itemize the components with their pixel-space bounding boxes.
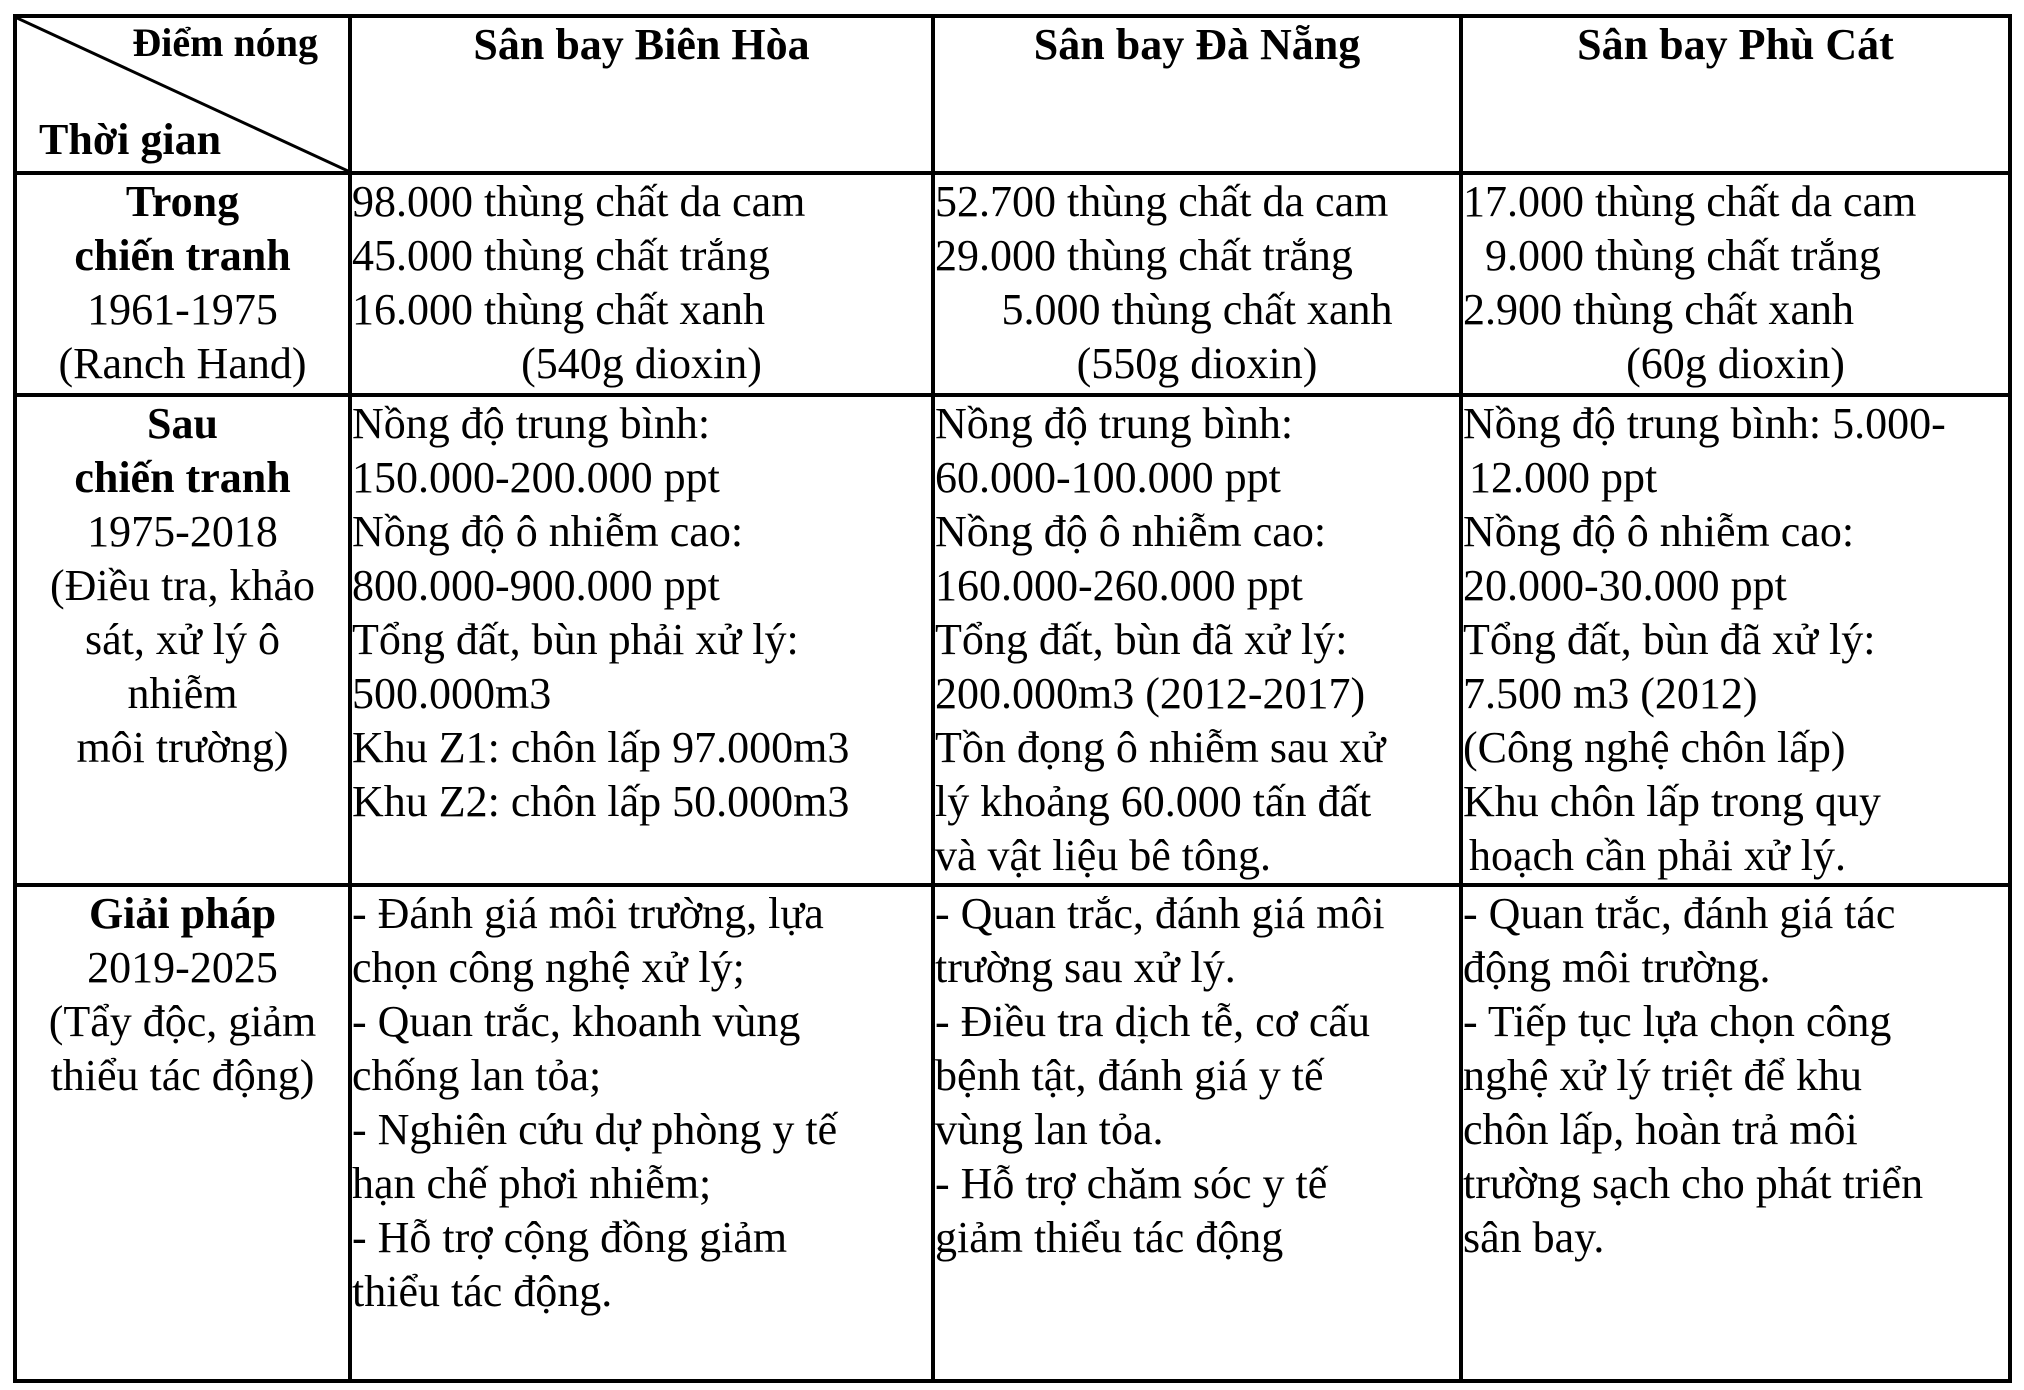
cell-line: chống lan tỏa;	[352, 1051, 602, 1100]
corner-header-cell	[15, 16, 350, 173]
cell-line: 2.900 thùng chất xanh	[1463, 285, 1855, 334]
cell-solution-da-nang	[933, 885, 1461, 1381]
cell-solution-bien-hoa	[350, 885, 933, 1381]
cell-line: 9.000 thùng chất trắng	[1485, 231, 1881, 280]
cell-line: Khu chôn lấp trong quy	[1463, 777, 1881, 826]
cell-line: chôn lấp, hoàn trả môi	[1463, 1105, 1858, 1154]
column-header-label: Sân bay Đà Nẵng	[1033, 20, 1361, 69]
row-header-line: 2019-2025	[87, 943, 278, 992]
cell-line: 12.000 ppt	[1469, 453, 1658, 502]
row-solution	[15, 885, 2010, 1381]
cell-line: (Công nghệ chôn lấp)	[1463, 723, 1846, 772]
cell-line: bệnh tật, đánh giá y tế	[935, 1051, 1324, 1100]
cell-line: Tổng đất, bùn đã xử lý:	[1463, 615, 1876, 664]
cell-line: 98.000 thùng chất da cam	[352, 177, 806, 226]
cell-line: (60g dioxin)	[1626, 339, 1845, 388]
cell-line: trường sạch cho phát triển	[1463, 1159, 1924, 1208]
cell-line: Khu Z2: chôn lấp 50.000m3	[352, 777, 850, 826]
cell-line: Tồn đọng ô nhiễm sau xử	[935, 723, 1386, 772]
cell-line: Khu Z1: chôn lấp 97.000m3	[352, 723, 850, 772]
cell-war-da-nang	[933, 173, 1461, 395]
cell-line: 150.000-200.000 ppt	[352, 453, 720, 502]
cell-solution-phu-cat	[1461, 885, 2010, 1381]
cell-line: 7.500 m3 (2012)	[1463, 669, 1758, 718]
row-header-line: (Tẩy độc, giảm	[48, 997, 317, 1046]
row-header-line: Sau	[147, 399, 218, 448]
row-during-war	[15, 173, 2010, 395]
cell-war-phu-cat	[1461, 173, 2010, 395]
cell-line: giảm thiểu tác động	[935, 1213, 1284, 1262]
cell-line: Nồng độ trung bình:	[352, 399, 711, 448]
cell-after-da-nang	[933, 395, 1461, 885]
cell-line: 16.000 thùng chất xanh	[352, 285, 766, 334]
cell-line: vùng lan tỏa.	[935, 1105, 1164, 1154]
cell-line: động môi trường.	[1463, 943, 1771, 992]
cell-line: 20.000-30.000 ppt	[1463, 561, 1787, 610]
cell-line: hạn chế phơi nhiễm;	[352, 1159, 712, 1208]
cell-line: 500.000m3	[352, 669, 552, 718]
corner-hotspot-label: Điểm nóng	[132, 20, 318, 65]
cell-line: và vật liệu bê tông.	[935, 831, 1272, 880]
cell-line: - Đánh giá môi trường, lựa	[352, 889, 824, 938]
row-after-war	[15, 395, 2010, 885]
row-header-line: chiến tranh	[74, 231, 291, 280]
cell-line: - Điều tra dịch tễ, cơ cấu	[935, 997, 1370, 1046]
column-header-bien-hoa	[350, 16, 933, 173]
row-header-line: Giải pháp	[88, 889, 277, 938]
cell-line: 160.000-260.000 ppt	[935, 561, 1303, 610]
cell-line: - Hỗ trợ chăm sóc y tế	[935, 1159, 1328, 1208]
row-header-line: 1961-1975	[87, 285, 278, 334]
cell-line: - Quan trắc, đánh giá tác	[1463, 889, 1896, 938]
cell-line: 200.000m3 (2012-2017)	[935, 669, 1366, 718]
cell-line: sân bay.	[1463, 1213, 1605, 1262]
row-header-line: (Điều tra, khảo	[49, 561, 316, 610]
column-header-da-nang	[933, 16, 1461, 173]
row-header-line: (Ranch Hand)	[58, 339, 307, 388]
cell-line: Nồng độ ô nhiễm cao:	[1463, 507, 1855, 556]
cell-line: - Quan trắc, khoanh vùng	[352, 997, 801, 1046]
cell-line: Nồng độ trung bình:	[935, 399, 1294, 448]
cell-line: - Quan trắc, đánh giá môi	[935, 889, 1385, 938]
cell-line: - Tiếp tục lựa chọn công	[1463, 997, 1892, 1046]
cell-after-bien-hoa	[350, 395, 933, 885]
cell-line: 5.000 thùng chất xanh	[1001, 285, 1393, 334]
cell-line: chọn công nghệ xử lý;	[352, 943, 745, 992]
row-header-line: nhiễm	[127, 669, 238, 718]
row-header-during-war	[15, 173, 350, 395]
cell-line: Nồng độ ô nhiễm cao:	[935, 507, 1327, 556]
row-header-line: môi trường)	[76, 723, 289, 772]
cell-war-bien-hoa	[350, 173, 933, 395]
row-header-line: Trong	[125, 177, 240, 226]
row-header-line: chiến tranh	[74, 453, 291, 502]
cell-line: nghệ xử lý triệt để khu	[1463, 1051, 1862, 1100]
cell-line: Nồng độ ô nhiễm cao:	[352, 507, 744, 556]
cell-line: lý khoảng 60.000 tấn đất	[935, 777, 1372, 826]
column-header-label: Sân bay Phù Cát	[1577, 20, 1894, 69]
cell-line: (540g dioxin)	[521, 339, 762, 388]
cell-line: Nồng độ trung bình: 5.000-	[1463, 399, 1946, 448]
row-header-line: thiểu tác động)	[50, 1051, 315, 1100]
row-header-solution	[15, 885, 350, 1381]
cell-line: hoạch cần phải xử lý.	[1469, 831, 1846, 880]
cell-after-phu-cat	[1461, 395, 2010, 885]
cell-line: Tổng đất, bùn đã xử lý:	[935, 615, 1348, 664]
column-header-phu-cat	[1461, 16, 2010, 173]
dioxin-hotspot-table	[13, 14, 2012, 1383]
cell-line: Tổng đất, bùn phải xử lý:	[352, 615, 799, 664]
cell-line: trường sau xử lý.	[935, 943, 1236, 992]
cell-line: - Hỗ trợ cộng đồng giảm	[352, 1213, 788, 1262]
row-header-after-war	[15, 395, 350, 885]
cell-line: 800.000-900.000 ppt	[352, 561, 720, 610]
header-row	[15, 16, 2010, 173]
cell-line: 52.700 thùng chất da cam	[935, 177, 1389, 226]
cell-line: (550g dioxin)	[1076, 339, 1318, 388]
cell-line: 29.000 thùng chất trắng	[935, 231, 1353, 280]
row-header-line: 1975-2018	[87, 507, 278, 556]
column-header-label: Sân bay Biên Hòa	[473, 20, 810, 69]
cell-line: 17.000 thùng chất da cam	[1463, 177, 1917, 226]
corner-time-label: Thời gian	[39, 115, 222, 164]
row-header-line: sát, xử lý ô	[85, 615, 280, 664]
cell-line: 60.000-100.000 ppt	[935, 453, 1281, 502]
cell-line: - Nghiên cứu dự phòng y tế	[352, 1105, 838, 1154]
cell-line: thiểu tác động.	[352, 1267, 613, 1316]
cell-line: 45.000 thùng chất trắng	[352, 231, 770, 280]
